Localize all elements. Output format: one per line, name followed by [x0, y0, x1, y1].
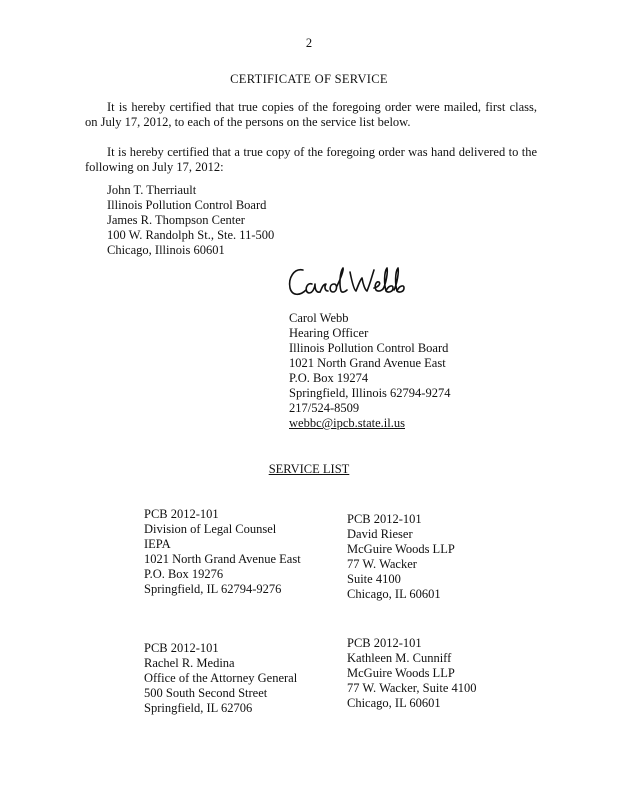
service-entry-line: 1021 North Grand Avenue East [144, 552, 301, 566]
signer-line: P.O. Box 19274 [289, 371, 369, 385]
service-entry-line: Kathleen M. Cunniff [347, 651, 452, 665]
service-entry-line: P.O. Box 19276 [144, 567, 224, 581]
recipient-line: John T. Therriault [107, 183, 197, 197]
service-entry-line: David Rieser [347, 527, 413, 541]
service-entry-line: PCB 2012-101 [144, 641, 219, 655]
service-entry-line: Division of Legal Counsel [144, 522, 277, 536]
service-entry-line: PCB 2012-101 [347, 512, 422, 526]
service-entry-line: McGuire Woods LLP [347, 666, 455, 680]
service-entry-line: 77 W. Wacker, Suite 4100 [347, 681, 477, 695]
signer-line: Carol Webb [289, 311, 349, 325]
recipient-line: 100 W. Randolph St., Ste. 11-500 [107, 228, 275, 242]
signer-signature-block [289, 311, 450, 431]
signer-line: 217/524-8509 [289, 401, 360, 415]
signer-email-link[interactable]: webbc@ipcb.state.il.us [289, 416, 405, 430]
signer-line: Springfield, Illinois 62794-9274 [289, 386, 451, 400]
service-entry-line: 500 South Second Street [144, 686, 268, 700]
service-entry-line: Office of the Attorney General [144, 671, 298, 685]
mailed-certification-paragraph: It is hereby certified that true copies of the foregoing order were mailed, first class, on July 17, 2012, to each of the persons on the service list below. [85, 100, 537, 129]
hand-delivery-certification-paragraph: It is hereby certified that a true copy of the foregoing order was hand delivered to the following on July 17, 2012: [85, 145, 537, 174]
page-title: CERTIFICATE OF SERVICE [230, 72, 388, 86]
service-entry-line: Chicago, IL 60601 [347, 587, 441, 601]
service-list-entry-iepa [144, 507, 301, 597]
service-entry-line: Rachel R. Medina [144, 656, 235, 670]
signer-line: Hearing Officer [289, 326, 369, 340]
recipient-line: Illinois Pollution Control Board [107, 198, 267, 212]
service-entry-line: 77 W. Wacker [347, 557, 417, 571]
recipient-line: James R. Thompson Center [107, 213, 245, 227]
signer-line: 1021 North Grand Avenue East [289, 356, 446, 370]
signer-line: Illinois Pollution Control Board [289, 341, 449, 355]
service-list-entry-medina [144, 641, 297, 716]
service-list-entry-cunniff [347, 636, 477, 711]
service-entry-line: IEPA [144, 537, 171, 551]
service-entry-line: McGuire Woods LLP [347, 542, 455, 556]
hand-delivery-recipient-address [107, 183, 274, 258]
service-entry-line: Springfield, IL 62794-9276 [144, 582, 282, 596]
service-entry-line: Suite 4100 [347, 572, 401, 586]
service-list-entry-rieser [347, 512, 455, 602]
service-entry-line: Springfield, IL 62706 [144, 701, 253, 715]
service-list-title: SERVICE LIST [268, 462, 350, 476]
handwritten-signature [286, 262, 416, 304]
recipient-line: Chicago, Illinois 60601 [107, 243, 225, 257]
service-entry-line: PCB 2012-101 [347, 636, 422, 650]
service-entry-line: Chicago, IL 60601 [347, 696, 441, 710]
page-number: 2 [305, 36, 313, 50]
service-entry-line: PCB 2012-101 [144, 507, 219, 521]
